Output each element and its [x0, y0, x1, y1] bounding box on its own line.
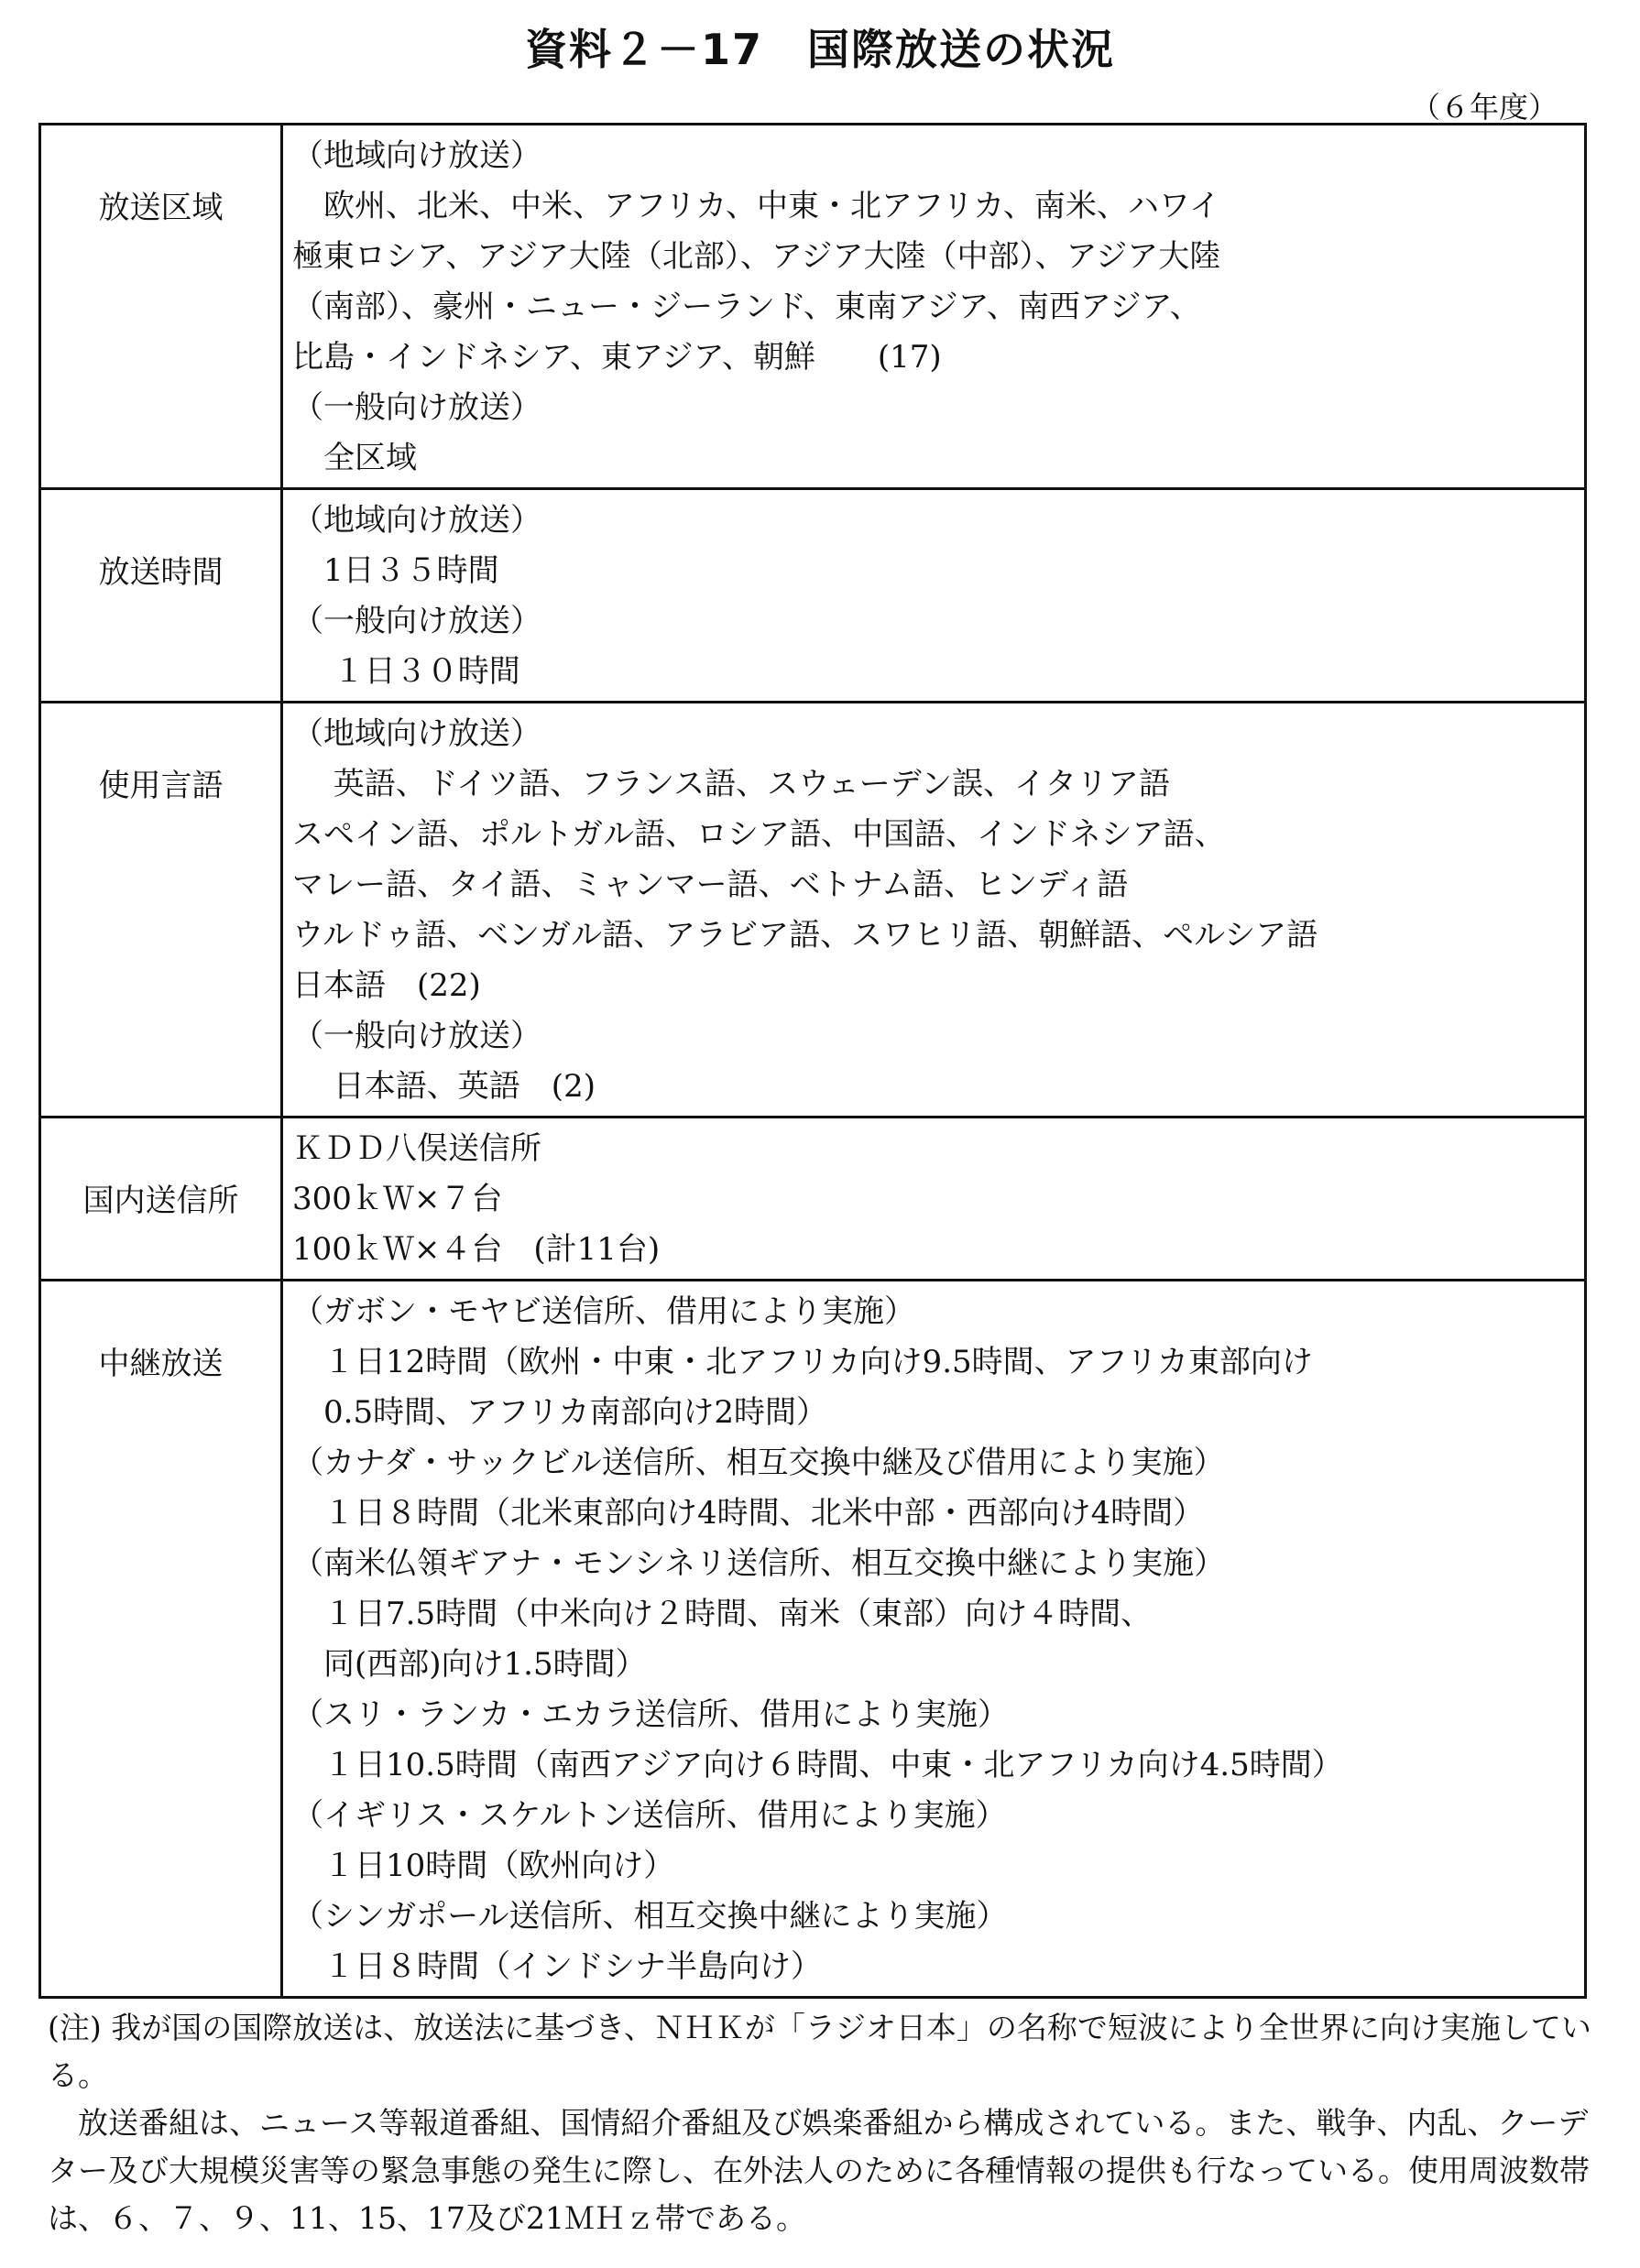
row-content-cell	[282, 703, 1586, 1118]
content-line: １日３０時間	[292, 653, 520, 690]
table-row-broadcast-area	[40, 125, 1586, 489]
row-label-cell	[40, 703, 282, 1118]
content-line: １日12時間（欧州・中東・北アフリカ向け9.5時間、アフリカ東部向け	[292, 1344, 1313, 1380]
content-line: （一般向け放送）	[292, 1018, 541, 1054]
row-label: 国内送信所	[82, 1183, 239, 1219]
row-label: 中継放送	[98, 1346, 224, 1382]
content-line: （地域向け放送）	[292, 137, 541, 174]
content-line: マレー語、タイ語、ミャンマー語、ベトナム語、ヒンディ語	[292, 867, 1129, 903]
content-line: 300ｋＷ×７台	[292, 1181, 503, 1217]
row-label-cell	[40, 489, 282, 703]
content-line: １日10時間（欧州向け）	[292, 1848, 675, 1884]
content-line: 日本語 (22)	[292, 967, 481, 1004]
table-row-broadcast-hours	[40, 489, 1586, 703]
content-line: 100ｋＷ×４台 (計11台)	[292, 1231, 661, 1268]
content-line: 同(西部)向け1.5時間）	[292, 1646, 647, 1683]
content-line: １日10.5時間（南西アジア向け６時間、中東・北アフリカ向け4.5時間）	[292, 1747, 1343, 1783]
content-line: （一般向け放送）	[292, 603, 541, 639]
content-line: （カナダ・サックビル送信所、相互交換中継及び借用により実施）	[292, 1445, 1225, 1481]
footnote-paragraph: (注) 我が国の国際放送は、放送法に基づき、ＮＨＫが「ラジオ日本」の名称で短波により全世界に向け実施している。	[48, 2010, 1591, 2093]
content-line: （南米仏領ギアナ・モンシネリ送信所、相互交換中継により実施）	[292, 1545, 1226, 1582]
content-line: 極東ロシア、アジア大陸（北部）、アジア大陸（中部）、アジア大陸	[292, 238, 1221, 275]
table-row-domestic-transmitters	[40, 1118, 1586, 1281]
content-line: 英語、ドイツ語、フランス語、スウェーデン誤、イタリア語	[292, 766, 1171, 802]
content-line: 1日３５時間	[292, 552, 499, 589]
content-line: 全区域	[292, 440, 417, 476]
content-line: ウルドゥ語、ベンガル語、アラビア語、スワヒリ語、朝鮮語、ペルシア語	[292, 917, 1318, 954]
row-label: 放送区域	[98, 190, 224, 226]
content-line: １日８時間（インドシナ半島向け）	[292, 1948, 822, 1985]
content-line: １日８時間（北米東部向け4時間、北米中部・西部向け4時間）	[292, 1495, 1205, 1532]
content-line: （南部）、豪州・ニュー・ジーランド、東南アジア、南西アジア、	[292, 289, 1201, 325]
table-row-relay-broadcast	[40, 1281, 1586, 1998]
footnote-paragraph: 放送番組は、ニュース等報道番組、国情紹介番組及び娯楽番組から構成されている。また、戦争、内乱、クーデター及び大規模災害等の緊急事態の発生に際し、在外法人のために各種情報の提供も行なっている。使用周波数帯は、６、７、９、11、15、17及び21ＭＨｚ帯である。	[48, 2105, 1590, 2236]
row-label-cell	[40, 125, 282, 489]
row-label-cell	[40, 1118, 282, 1281]
row-content-cell	[282, 1281, 1586, 1998]
broadcast-status-table	[38, 123, 1587, 1999]
content-line: 比島・インドネシア、東アジア、朝鮮 (17)	[292, 339, 942, 376]
content-line: 欧州、北米、中米、アフリカ、中東・北アフリカ、南米、ハワイ	[292, 188, 1220, 224]
content-line: （ガボン・モヤビ送信所、借用により実施）	[292, 1293, 915, 1330]
content-line: ＫＤＤ八俣送信所	[292, 1130, 541, 1167]
content-line: 日本語、英語 (2)	[292, 1068, 596, 1105]
content-line: スペイン語、ポルトガル語、ロシア語、中国語、インドネシア語、	[292, 816, 1226, 853]
content-line: （地域向け放送）	[292, 502, 541, 539]
content-line: １日7.5時間（中米向け２時間、南米（東部）向け４時間、	[292, 1596, 1153, 1632]
content-line: （地域向け放送）	[292, 715, 541, 752]
content-line: （一般向け放送）	[292, 389, 541, 426]
table-row-languages	[40, 703, 1586, 1118]
row-content-cell	[282, 1118, 1586, 1281]
row-content-cell	[282, 125, 1586, 489]
row-label-cell	[40, 1281, 282, 1998]
content-line: （スリ・ランカ・エカラ送信所、借用により実施）	[292, 1696, 1009, 1733]
fiscal-year-label: （６年度）	[1410, 90, 1558, 125]
content-line: （イギリス・スケルトン送信所、借用により実施）	[292, 1797, 1007, 1834]
content-line: 0.5時間、アフリカ南部向け2時間）	[292, 1394, 828, 1431]
page-title: 資料２－17 国際放送の状況	[524, 25, 1115, 74]
row-label: 使用言語	[98, 768, 224, 804]
footnote	[48, 2004, 1596, 2242]
row-content-cell	[282, 489, 1586, 703]
content-line: （シンガポール送信所、相互交換中継により実施）	[292, 1898, 1008, 1935]
row-label: 放送時間	[98, 554, 224, 591]
